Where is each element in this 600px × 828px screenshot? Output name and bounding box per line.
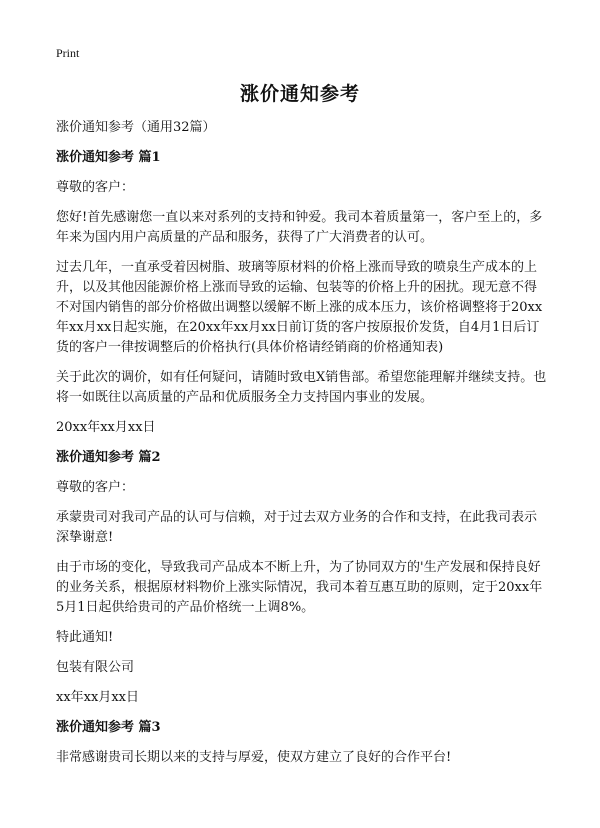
page-title: 涨价通知参考: [239, 83, 360, 105]
paragraph: 特此通知!: [56, 630, 114, 645]
section-heading: 涨价通知参考 篇2: [56, 450, 161, 465]
print-link[interactable]: Print: [56, 46, 80, 60]
date-line: 20xx年xx月xx日: [56, 420, 156, 435]
paragraph: 非常感谢贵司长期以来的支持与厚爱，使双方建立了良好的合作平台!: [56, 750, 452, 765]
intro-text: 涨价通知参考（通用32篇）: [56, 120, 216, 135]
article-body: [56, 118, 548, 778]
section-heading: 涨价通知参考 篇1: [56, 150, 161, 165]
paragraph: 尊敬的客户：: [56, 180, 135, 195]
section-heading: 涨价通知参考 篇3: [56, 720, 161, 735]
paragraph: 尊敬的客户：: [56, 480, 135, 495]
paragraph: 您好!首先感谢您一直以来对系列的支持和钟爱。我司本着质量第一，客户至上的，多年来为国内用户高质量的产品和服务，获得了广大消费者的认可。: [56, 210, 543, 245]
company-line: 包装有限公司: [56, 660, 135, 675]
paragraph: 过去几年，一直承受着因树脂、玻璃等原材料的价格上涨而导致的喷泉生产成本的上升，以及其他因能源价格上涨而导致的运输、包装等的价格上升的困扰。现无意不得不对国内销售的部分价格做出调整以缓解不断上涨的成本压力，该价格调整将于20xx年xx月xx日起实施，在20xx年xx月xx日前订货的客户按原报价发货，自4月1日后订货的客户一律按调整后的价格执行(具体价格请经销商的价格通知表): [56, 260, 543, 355]
paragraph: 承蒙贵司对我司产品的认可与信赖，对于过去双方业务的合作和支持，在此我司表示深挚谢意!: [56, 510, 538, 545]
paragraph: 由于市场的变化，导致我司产品成本不断上升，为了协同双方的'生产发展和保持良好的业务关系，根据原材料物价上涨实际情况，我司本着互惠互助的原则，定于20xx年5月1日起供给贵司的产品价格统一上调8%。: [56, 560, 543, 615]
paragraph: 关于此次的调价，如有任何疑问，请随时致电X销售部。希望您能理解并继续支持。也将一如既往以高质量的产品和优质服务全力支持国内事业的发展。: [56, 370, 547, 405]
date-line: xx年xx月xx日: [56, 690, 139, 705]
